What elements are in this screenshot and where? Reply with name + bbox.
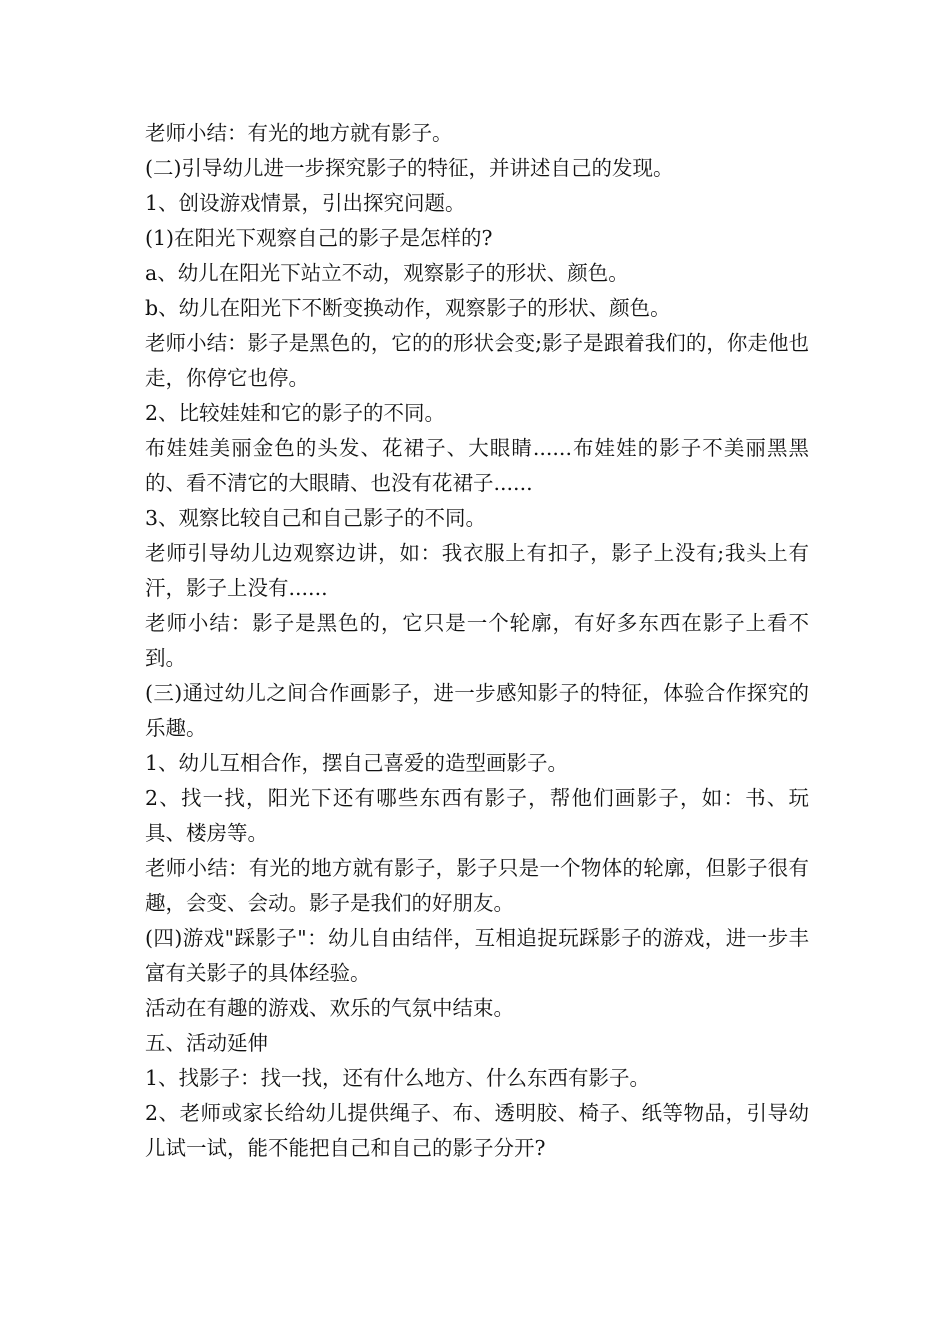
paragraph-heading-extension: 五、活动延伸 bbox=[145, 1031, 268, 1055]
paragraph-extension-2: 2、老师或家长给幼儿提供绳子、布、透明胶、椅子、纸等物品，引导幼儿试一试，能不能把自己和自己的影子分开? bbox=[145, 1101, 809, 1160]
paragraph-question-1: (1)在阳光下观察自己的影子是怎样的? bbox=[145, 226, 493, 250]
paragraph-doll-description: 布娃娃美丽金色的头发、花裙子、大眼睛......布娃娃的影子不美丽黑黑的、看不清它的大眼睛、也没有花裙子...... bbox=[145, 436, 809, 495]
paragraph-cooperation-1: 1、幼儿互相合作，摆自己喜爱的造型画影子。 bbox=[145, 751, 569, 775]
paragraph-extension-1: 1、找影子：找一找，还有什么地方、什么东西有影子。 bbox=[145, 1066, 651, 1090]
paragraph-step-2: 2、比较娃娃和它的影子的不同。 bbox=[145, 401, 446, 425]
document-body bbox=[145, 116, 809, 1166]
paragraph-step-3: 3、观察比较自己和自己影子的不同。 bbox=[145, 506, 487, 530]
paragraph-summary-3: 老师小结：影子是黑色的，它只是一个轮廓，有好多东西在影子上看不到。 bbox=[145, 611, 809, 670]
paragraph-section-3: (三)通过幼儿之间合作画影子，进一步感知影子的特征，体验合作探究的乐趣。 bbox=[145, 681, 809, 740]
paragraph-section-4: (四)游戏"踩影子"：幼儿自由结伴，互相追捉玩踩影子的游戏，进一步丰富有关影子的具体经验。 bbox=[145, 926, 809, 985]
paragraph-item-a: a、幼儿在阳光下站立不动，观察影子的形状、颜色。 bbox=[145, 261, 629, 285]
paragraph-summary-2: 老师小结：影子是黑色的，它的的形状会变;影子是跟着我们的，你走他也走，你停它也停。 bbox=[145, 331, 809, 390]
paragraph-summary-4: 老师小结：有光的地方就有影子，影子只是一个物体的轮廓，但影子很有趣，会变、会动。影子是我们的好朋友。 bbox=[145, 856, 809, 915]
paragraph-section-2: (二)引导幼儿进一步探究影子的特征，并讲述自己的发现。 bbox=[145, 156, 674, 180]
paragraph-item-b: b、幼儿在阳光下不断变换动作，观察影子的形状、颜色。 bbox=[145, 296, 671, 320]
paragraph-ending: 活动在有趣的游戏、欢乐的气氛中结束。 bbox=[145, 996, 514, 1020]
paragraph-guidance: 老师引导幼儿边观察边讲，如：我衣服上有扣子，影子上没有;我头上有汗，影子上没有...... bbox=[145, 541, 809, 600]
paragraph-step-1: 1、创设游戏情景，引出探究问题。 bbox=[145, 191, 466, 215]
paragraph-cooperation-2: 2、找一找，阳光下还有哪些东西有影子，帮他们画影子，如：书、玩具、楼房等。 bbox=[145, 786, 809, 845]
paragraph-summary-1: 老师小结：有光的地方就有影子。 bbox=[145, 121, 453, 145]
